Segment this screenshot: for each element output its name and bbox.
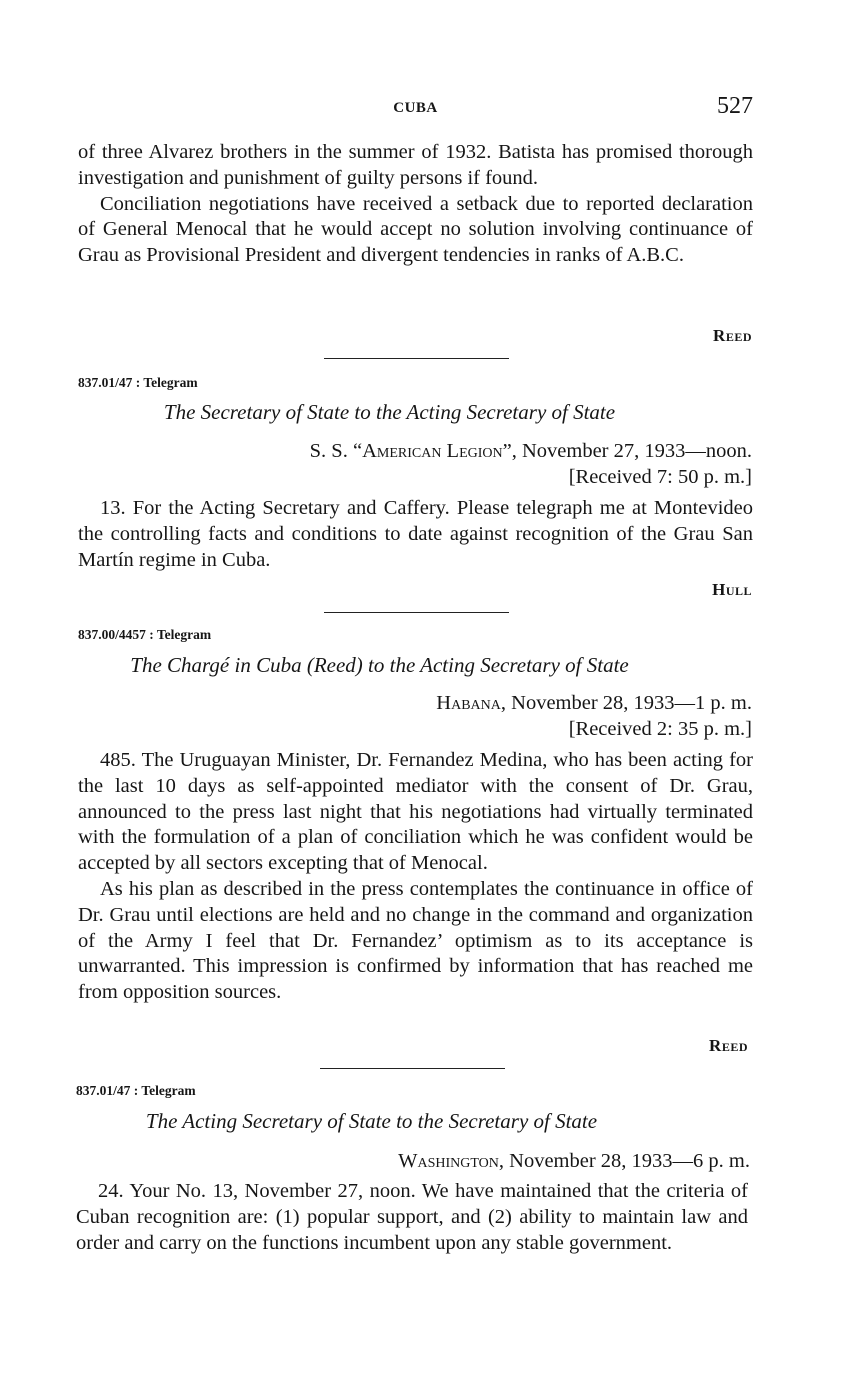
doc1-body [78,496,753,573]
doc3-dateline-place: Washington [398,1150,499,1172]
doc2-paragraph-1: 485. The Uruguayan Minister, Dr. Fernandez Medina, who has been acting for the last 10 days as self-appointed mediator with the consent of Dr. Grau, announced to the press last night that his negotiations had virtually terminated with the formulation of a plan of conciliation which he was confident would be accepted by all sectors excepting that of Menocal. [78,749,753,875]
doc2-dateline-suffix: , November 28, 1933—1 p. m. [500,692,752,714]
doc1-dateline [310,440,752,463]
page-number: 527 [717,93,753,119]
page-header [78,93,753,127]
doc2-body [78,748,753,1006]
section-divider [324,358,509,359]
intro-paragraph-1: of three Alvarez brothers in the summer of 1932. Batista has promised thorough investigation and punishment of guilty persons if found. [78,141,753,189]
signature-reed-2: Reed [709,1036,748,1055]
section-divider [320,1068,505,1069]
running-head: CUBA [393,100,438,116]
doc1-received: [Received 7: 50 p. m.] [568,466,752,488]
doc3-dateline [398,1150,750,1173]
intro-text [78,140,753,269]
doc2-reference: 837.00/4457 : Telegram [78,627,212,642]
intro-paragraph-2: Conciliation negotiations have received a setback due to reported declaration of General Menocal that he would accept no solution involving continuance of Grau as Provisional President and divergent tendencies in ranks of A.B.C. [78,192,753,267]
signature-hull: Hull [712,580,752,599]
doc2-paragraph-2: As his plan as described in the press contemplates the continuance in office of Dr. Grau until elections are held and no change in the command and organization of the Army I feel that Dr. Fernandez’ optimism as to its acceptance is unwarranted. This impression is confirmed by information that has reached me from opposition sources. [78,877,753,1004]
section-divider [324,612,509,613]
doc1-paragraph: 13. For the Acting Secretary and Caffery. Please telegraph me at Montevideo the controlling facts and conditions to date against recognition of the Grau San Martín regime in Cuba. [78,497,753,571]
doc3-body [76,1179,748,1256]
doc2-title: The Chargé in Cuba (Reed) to the Acting Secretary of State [130,653,629,677]
doc1-dateline-prefix: S. S. “ [309,440,363,462]
doc1-dateline-place: American Legion [362,440,503,462]
doc2-dateline [436,692,752,715]
doc2-dateline-place: Habana [436,692,501,714]
doc3-title: The Acting Secretary of State to the Secretary of State [145,1109,598,1133]
doc1-title: The Secretary of State to the Acting Secretary of State [163,400,616,424]
signature-reed-1: Reed [713,326,752,345]
doc1-dateline-suffix: ”, November 27, 1933—noon. [502,440,752,462]
doc3-dateline-suffix: , November 28, 1933—6 p. m. [498,1150,750,1172]
doc3-reference: 837.01/47 : Telegram [76,1083,196,1098]
doc2-received: [Received 2: 35 p. m.] [568,718,752,740]
doc1-reference: 837.01/47 : Telegram [78,375,198,390]
doc3-paragraph: 24. Your No. 13, November 27, noon. We have maintained that the criteria of Cuban recognition are: (1) popular support, and (2) ability to maintain law and order and carry on the functions incumbent upon any stable government. [76,1180,748,1254]
